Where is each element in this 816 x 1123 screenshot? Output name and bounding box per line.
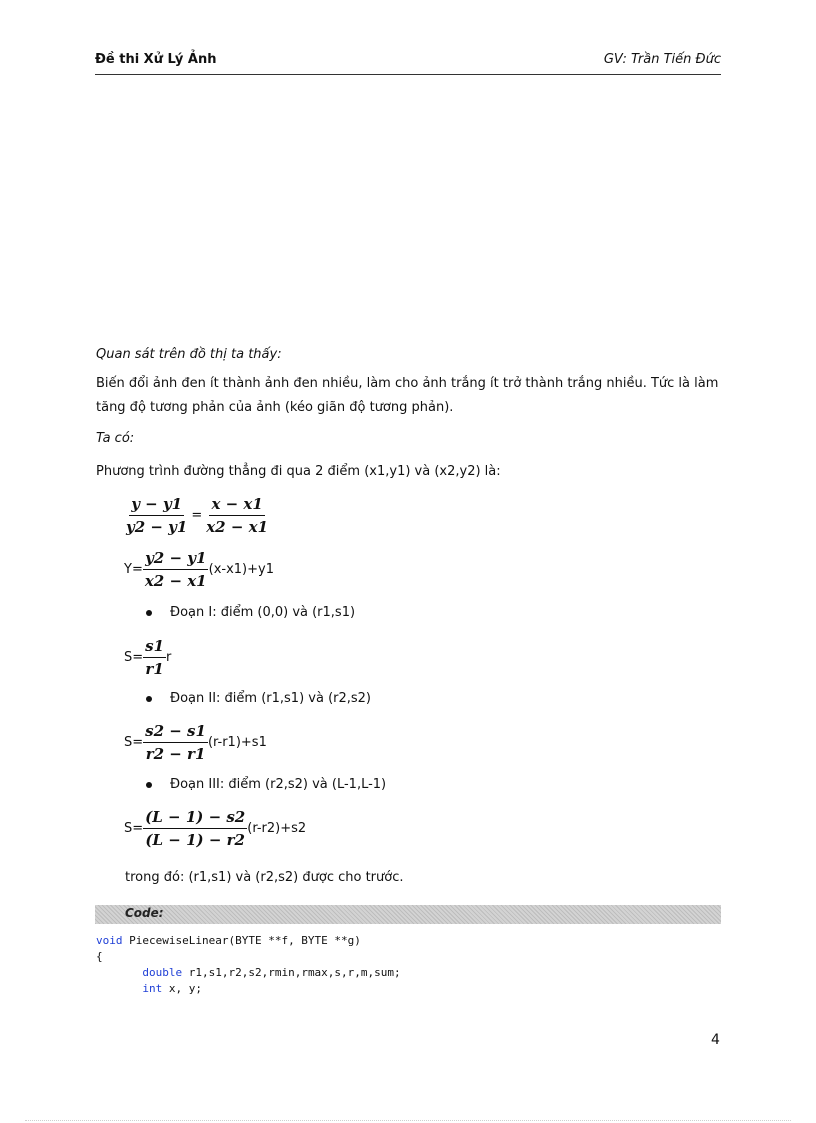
fraction-numerator: s2 − s1 xyxy=(143,721,208,743)
fraction-x xyxy=(204,494,270,537)
observation-heading: Quan sát trên đồ thị ta thấy: xyxy=(96,347,282,362)
equation-1 xyxy=(124,492,270,538)
bullet-text: Đoạn II: điểm (r1,s1) và (r2,s2) xyxy=(170,691,371,706)
equation-prefix: S= xyxy=(124,734,144,750)
equation-suffix: (r-r2)+s2 xyxy=(247,820,307,836)
fraction-numerator: x − x1 xyxy=(209,494,264,516)
fraction-denominator: (L − 1) − r2 xyxy=(145,830,245,849)
code-label: Code: xyxy=(125,906,164,920)
equation-prefix: Y= xyxy=(124,561,143,577)
code-keyword: int xyxy=(142,982,163,995)
fraction-numerator: y − y1 xyxy=(129,494,184,516)
note-given-points: trong đó: (r1,s1) và (r2,s2) được cho trước. xyxy=(125,870,404,885)
fraction-denominator: y2 − y1 xyxy=(126,517,188,536)
bullet-segment-1 xyxy=(146,605,355,620)
fraction-numerator: s1 xyxy=(143,636,166,658)
code-keyword: void xyxy=(96,934,123,947)
bullet-segment-2 xyxy=(146,691,371,706)
fraction-y xyxy=(124,494,189,537)
equation-4 xyxy=(124,719,267,765)
code-text: x, y; xyxy=(162,982,202,995)
equation-suffix: (r-r1)+s1 xyxy=(207,734,267,750)
paragraph-line-1: Biến đổi ảnh đen ít thành ảnh đen nhiều, làm cho ảnh trắng ít trở thành trắng nhiều. Tức là làm xyxy=(96,376,719,391)
taco-heading: Ta có: xyxy=(96,431,135,446)
code-keyword: double xyxy=(142,966,183,979)
bullet-text: Đoạn I: điểm (0,0) và (r1,s1) xyxy=(170,605,356,620)
fraction-denominator: r1 xyxy=(145,659,164,678)
fraction-denominator: x2 − x1 xyxy=(144,571,207,590)
code-text: { xyxy=(96,950,103,963)
bullet-segment-3 xyxy=(146,777,386,792)
code-block xyxy=(96,933,401,997)
code-text: PiecewiseLinear(BYTE **f, BYTE **g) xyxy=(122,934,361,947)
header-title: Đề thi Xử Lý Ảnh xyxy=(95,52,217,67)
header-author: GV: Trần Tiến Đức xyxy=(603,52,721,67)
fraction xyxy=(143,548,209,591)
equation-5 xyxy=(124,805,306,851)
code-header-bar xyxy=(95,905,721,924)
page-number: 4 xyxy=(711,1032,720,1048)
equation-3 xyxy=(124,634,171,680)
bullet-text: Đoạn III: điểm (r2,s2) và (L-1,L-1) xyxy=(170,777,387,792)
equation-prefix: S= xyxy=(124,820,144,836)
equation-suffix: r xyxy=(166,649,172,665)
bullet-dot-icon xyxy=(146,782,152,788)
page-break-divider xyxy=(25,1120,791,1121)
fraction xyxy=(143,636,166,679)
equation-prefix: S= xyxy=(124,649,144,665)
fraction-numerator: y2 − y1 xyxy=(143,548,208,570)
paragraph-line-2: tăng độ tương phản của ảnh (kéo giãn độ tương phản). xyxy=(96,400,454,415)
code-text: r1,s1,r2,s2,rmin,rmax,s,r,m,sum; xyxy=(182,966,401,979)
fraction-denominator: r2 − r1 xyxy=(145,744,206,763)
page-header xyxy=(95,52,721,75)
fraction xyxy=(143,721,208,764)
bullet-dot-icon xyxy=(146,610,152,616)
equation-2 xyxy=(124,546,274,592)
equation-suffix: (x-x1)+y1 xyxy=(208,561,274,577)
fraction-denominator: x2 − x1 xyxy=(206,517,269,536)
line-equation-intro: Phương trình đường thẳng đi qua 2 điểm (x1,y1) và (x2,y2) là: xyxy=(96,464,501,479)
bullet-dot-icon xyxy=(146,696,152,702)
equals-sign: = xyxy=(191,507,203,523)
fraction xyxy=(143,807,247,850)
fraction-numerator: (L − 1) − s2 xyxy=(143,807,247,829)
